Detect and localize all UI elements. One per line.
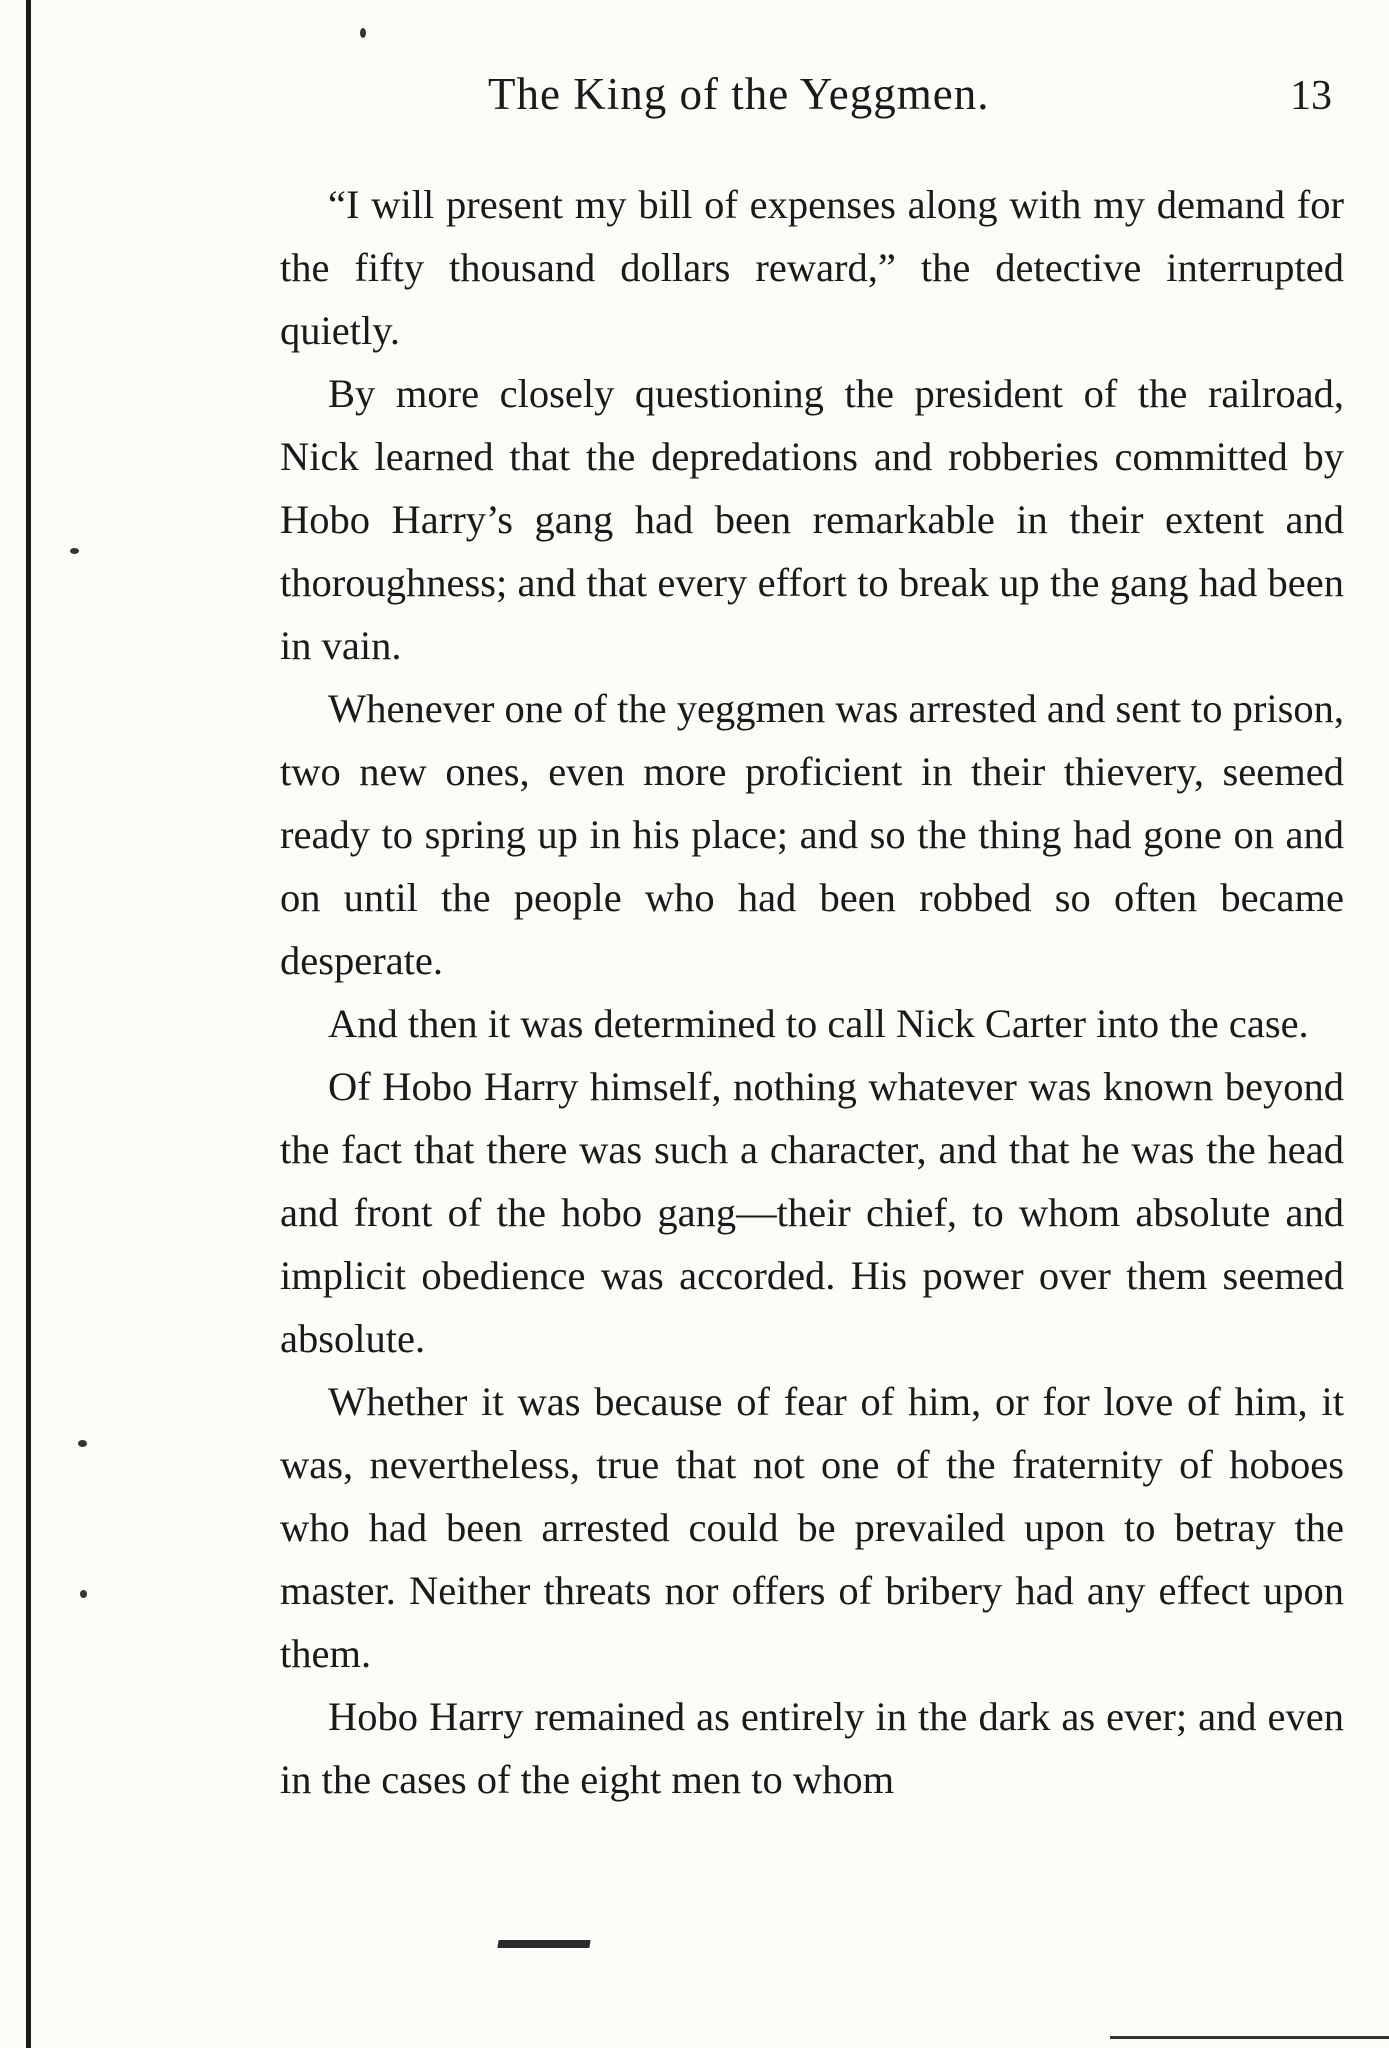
- page-number: 13: [1290, 73, 1332, 119]
- running-head: [0, 68, 1389, 128]
- paragraph: And then it was determined to call Nick Carter into the case.: [328, 1001, 1309, 1046]
- paragraph: Hobo Harry remained as entirely in the dark as ever; and even in the cases of the eight men to whom: [280, 1694, 1344, 1802]
- paragraph: Whether it was because of fear of him, or for love of him, it was, nevertheless, true that not one of the fraternity of hoboes who had been arrested could be prevailed upon to betray the master. Neither threats nor offers of bribery had any effect upon them.: [280, 1379, 1344, 1676]
- paragraph: Whenever one of the yeggmen was arrested and sent to prison, two new ones, even more proficient in their thievery, seemed ready to spring up in his place; and so the thing had gone on and on until the people who had been robbed so often became desperate.: [280, 686, 1344, 983]
- gutter-speck: [70, 548, 79, 554]
- body-text: [280, 173, 1344, 1811]
- running-title: The King of the Yeggmen.: [488, 69, 990, 119]
- paragraph: By more closely questioning the president of the railroad, Nick learned that the depredations and robberies committed by Hobo Harry’s gang had been remarkable in their extent and thoroughness; and that every effort to break up the gang had been in vain.: [280, 371, 1344, 668]
- gutter-speck: [78, 1440, 87, 1447]
- press-mark: [497, 1940, 590, 1948]
- paragraph: “I will present my bill of expenses along with my demand for the fifty thousand dollars reward,” the detective interrupted quietly.: [280, 182, 1344, 353]
- gutter-speck: [80, 1590, 87, 1598]
- binding-gutter-line: [26, 0, 31, 2048]
- gutter-speck: [360, 28, 366, 38]
- paragraph: Of Hobo Harry himself, nothing whatever was known beyond the fact that there was such a character, and that he was the head and front of the hobo gang—their chief, to whom absolute and implicit obedience was accorded. His power over them seemed absolute.: [280, 1064, 1344, 1361]
- bottom-rule: [1110, 2036, 1389, 2039]
